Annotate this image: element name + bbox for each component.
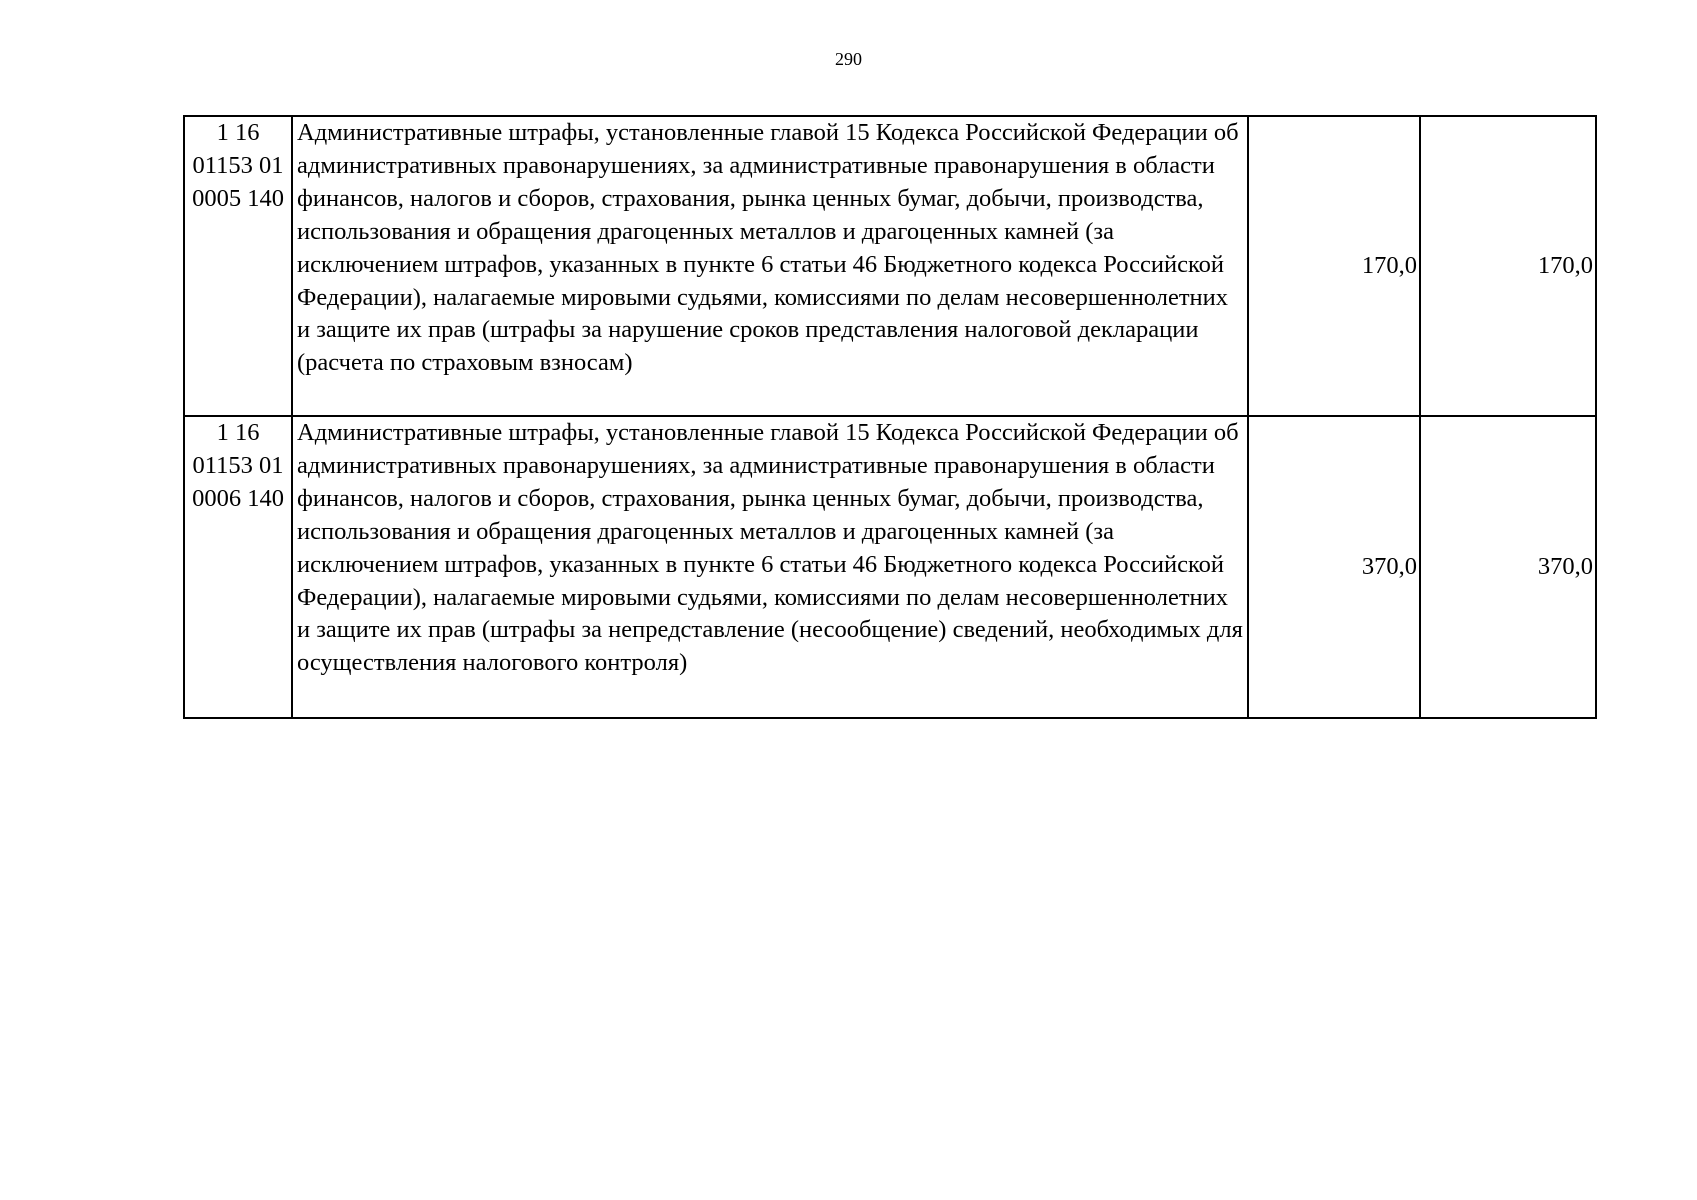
table-row	[184, 416, 1596, 718]
budget-code-line: 01153 01	[192, 151, 284, 179]
budget-code-cell	[184, 416, 292, 718]
budget-table	[183, 115, 1597, 719]
budget-code-cell	[184, 116, 292, 416]
budget-code-line: 0006 140	[192, 484, 284, 512]
page-number: 290	[835, 49, 862, 69]
amount-cell-1: 170,0	[1248, 116, 1420, 416]
budget-code-line: 0005 140	[192, 184, 284, 212]
budget-code-line: 1 16	[216, 119, 260, 146]
budget-code-line: 1 16	[216, 419, 260, 446]
description-cell: Административные штрафы, установленные главой 15 Кодекса Российской Федерации об административных правонарушениях, за административные правонарушения в области финансов, налогов и сборов, страхования, рынка ценных бумаг, добычи, производства, использования и обращения драгоценных металлов и драгоценных камней (за исключением штрафов, указанных в пункте 6 статьи 46 Бюджетного кодекса Российской Федерации), налагаемые мировыми судьями, комиссиями по делам несовершеннолетних и защите их прав (штрафы за нарушение сроков представления налоговой декларации (расчета по страховым взносам)	[292, 116, 1248, 416]
amount-cell-1: 370,0	[1248, 416, 1420, 718]
budget-code-line: 01153 01	[192, 451, 284, 479]
amount-cell-2: 370,0	[1420, 416, 1596, 718]
description-cell: Административные штрафы, установленные главой 15 Кодекса Российской Федерации об административных правонарушениях, за административные правонарушения в области финансов, налогов и сборов, страхования, рынка ценных бумаг, добычи, производства, использования и обращения драгоценных металлов и драгоценных камней (за исключением штрафов, указанных в пункте 6 статьи 46 Бюджетного кодекса Российской Федерации), налагаемые мировыми судьями, комиссиями по делам несовершеннолетних и защите их прав (штрафы за непредставление (несообщение) сведений, необходимых для осуществления налогового контроля)	[292, 416, 1248, 718]
amount-cell-2: 170,0	[1420, 116, 1596, 416]
table-row	[184, 116, 1596, 416]
